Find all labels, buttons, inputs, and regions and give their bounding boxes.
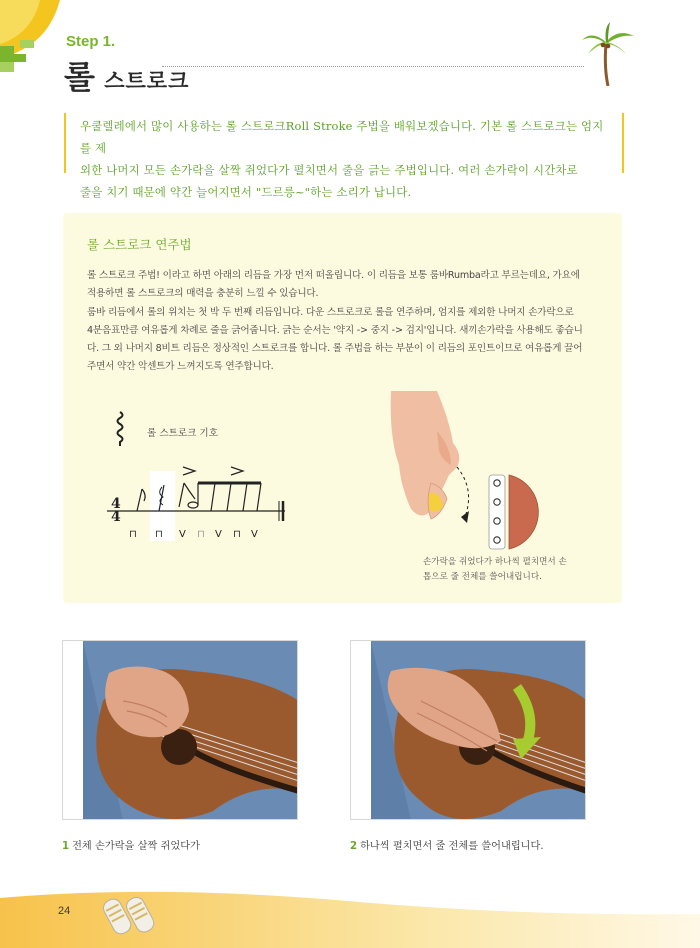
caption-line: 손가락을 쥐었다가 하나씩 펼치면서 손	[423, 557, 567, 567]
body-line: 다. 그 외 나머지 8비트 리듬은 정상적인 스트로크를 합니다. 롤 주법을 하는 부분이 이 리듬의 포인트이므로 여유롭게 끌어	[87, 343, 583, 355]
page-title	[64, 52, 189, 98]
box-body-text	[87, 267, 607, 377]
body-line: 롤 스트로크 주법! 이라고 하면 아래의 리듬을 가장 먼저 떠올립니다. 이 리듬을 보통 룸바Rumba라고 부르는데요, 가요에	[87, 270, 580, 281]
photo-1-image	[63, 641, 298, 820]
step-label: Step 1.	[66, 33, 116, 50]
body-line: 주면서 약간 악센트가 느껴지도록 연주합니다.	[87, 361, 274, 373]
palm-tree-icon	[582, 22, 636, 88]
page-title-first: 롤	[64, 58, 96, 96]
stroke-mark: ⊓	[155, 529, 163, 540]
stroke-mark: V	[251, 529, 258, 540]
stroke-mark: ⊓	[233, 529, 241, 540]
page-title-rest: 스트로크	[95, 69, 190, 93]
intro-line: 우쿨렐레에서 많이 사용하는 롤 스트로크Roll Stroke 주법을 배워보겠습니다. 기본 롤 스트로크는 엄지를 제	[80, 119, 604, 155]
stroke-mark: V	[179, 529, 186, 540]
time-signature-bottom: 4	[111, 509, 121, 525]
roll-symbol-label: 롤 스트로크 기호	[147, 428, 218, 439]
photo-2-number: 2	[350, 841, 358, 852]
hand-illustration-caption	[423, 555, 583, 585]
box-heading: 롤 스트로크 연주법	[87, 237, 192, 252]
sandals-icon	[100, 892, 160, 938]
time-signature-top: 4	[111, 496, 121, 512]
photo-2-image	[351, 641, 586, 820]
title-divider	[162, 66, 584, 67]
stroke-mark: ⊓	[197, 529, 205, 540]
accent-mark	[231, 467, 243, 475]
photo-fingers-curled	[62, 640, 298, 820]
body-line: 적용하면 롤 스트로크의 매력을 충분히 느낄 수 있습니다.	[87, 288, 319, 300]
photo-1-number: 1	[62, 841, 70, 852]
caption-line: 톱으로 줄 전체를 쓸어내립니다.	[423, 572, 542, 582]
roll-stroke-method-box	[63, 213, 622, 603]
body-line: 4분음표만큼 여유롭게 차례로 줄을 긁어줍니다. 긁는 순서는 '약지 -> 중지 -> 검지'입니다. 새끼손가락을 사용해도 좋습니	[87, 324, 583, 336]
photo-2-caption-text: 하나씩 펼치면서 줄 전체를 쓸어내립니다.	[360, 841, 544, 852]
photo-2-caption	[350, 837, 544, 852]
rumba-rhythm-notation	[107, 463, 307, 543]
body-line: 룸바 리듬에서 롤의 위치는 첫 박 두 번째 리듬입니다. 다운 스트로크로 롤을 연주하며, 엄지를 제외한 나머지 손가락으로	[87, 306, 574, 318]
intro-line: 줄을 치기 때문에 약간 늘어지면서 "드르릉~"하는 소리가 납니다.	[80, 185, 412, 199]
intro-line: 외한 나머지 모든 손가락을 살짝 쥐었다가 펼치면서 줄을 긁는 주법입니다. 여러 손가락이 시간차로	[80, 163, 578, 177]
photo-1-caption-text: 전체 손가락을 살짝 쥐었다가	[72, 841, 200, 852]
photo-1-caption	[62, 837, 200, 852]
roll-symbol-icon	[114, 411, 128, 447]
accent-mark	[183, 467, 195, 475]
photo-fingers-spreading	[350, 640, 586, 820]
stroke-mark: V	[215, 529, 222, 540]
hand-strum-illustration	[381, 391, 551, 551]
intro-paragraph	[64, 113, 624, 199]
stroke-mark: ⊓	[129, 529, 137, 540]
page-number: 24	[58, 905, 71, 917]
